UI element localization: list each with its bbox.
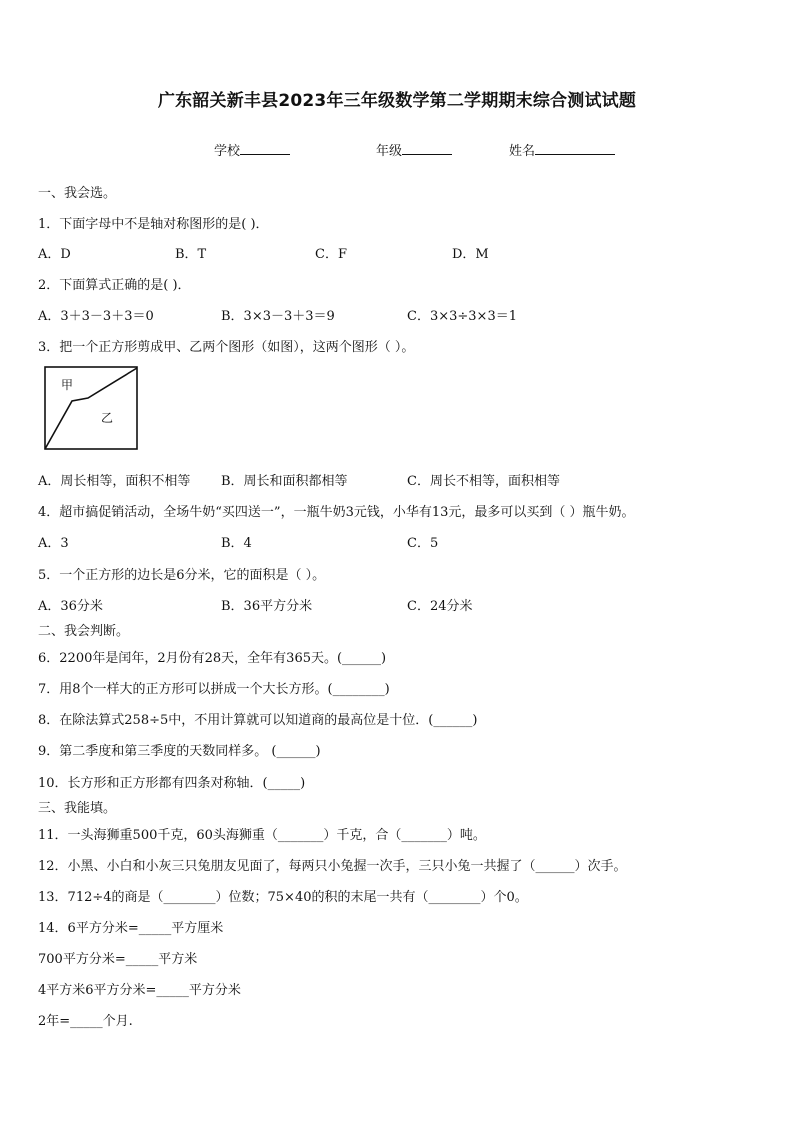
q3-option-a[interactable]: A．周长相等，面积不相等	[38, 474, 191, 489]
name-label: 姓名	[509, 144, 536, 159]
question-3: 3．把一个正方形剪成甲、乙两个图形（如图），这两个图形（ ）。	[38, 340, 415, 355]
page-title: 广东韶关新丰县2023年三年级数学第二学期期末综合测试试题	[157, 91, 637, 111]
figure-label-jia: 甲	[61, 378, 74, 392]
question-10: 10．长方形和正方形都有四条对称轴．(_____)	[38, 776, 306, 791]
question-7: 7．用8个一样大的正方形可以拼成一个大长方形。(________)	[38, 682, 390, 697]
question-1: 1．下面字母中不是轴对称图形的是( )．	[38, 217, 269, 232]
question-2: 2．下面算式正确的是( )．	[38, 278, 191, 293]
question-9: 9．第二季度和第三季度的天数同样多。 (______)	[38, 744, 321, 759]
name-field	[509, 140, 615, 159]
square-cut-figure	[44, 366, 138, 450]
question-14-part-2: 700平方分米=_____平方米	[38, 952, 198, 967]
q5-option-c[interactable]: C．24分米	[407, 599, 473, 614]
q1-option-c[interactable]: C．F	[315, 247, 347, 262]
q4-option-c[interactable]: C．5	[407, 536, 439, 551]
question-4: 4．超市搞促销活动，全场牛奶“买四送一”，一瓶牛奶3元钱，小华有13元，最多可以买到（ ）瓶牛奶。	[38, 505, 635, 520]
q5-option-a[interactable]: A．36分米	[38, 599, 103, 614]
section2-heading: 二、我会判断。	[38, 624, 130, 639]
question-13: 13．712÷4的商是（________）位数；75×40的积的末尾一共有（________）个0。	[38, 890, 528, 905]
q3-option-c[interactable]: C．周长不相等，面积相等	[407, 474, 560, 489]
grade-label: 年级	[376, 144, 403, 159]
q1-option-b[interactable]: B．T	[175, 247, 207, 262]
question-5: 5．一个正方形的边长是6分米，它的面积是（ ）。	[38, 568, 326, 583]
school-field	[214, 140, 290, 159]
figure-label-yi: 乙	[101, 411, 114, 425]
q2-option-a[interactable]: A．3＋3－3＋3＝0	[38, 309, 154, 324]
q2-option-c[interactable]: C．3×3÷3×3＝1	[407, 309, 517, 324]
question-14-part-4: 2年=_____个月.	[38, 1014, 133, 1029]
question-8: 8．在除法算式258÷5中，不用计算就可以知道商的最高位是十位．(______)	[38, 713, 478, 728]
q4-option-a[interactable]: A．3	[38, 536, 69, 551]
q2-option-b[interactable]: B．3×3－3＋3＝9	[221, 309, 335, 324]
question-6: 6．2200年是闰年，2月份有28天，全年有365天。(______)	[38, 651, 387, 666]
grade-blank[interactable]	[402, 141, 452, 155]
grade-field	[376, 140, 452, 159]
question-11: 11．一头海狮重500千克，60头海狮重（_______）千克，合（_______）吨。	[38, 828, 486, 843]
name-blank[interactable]	[535, 141, 615, 155]
question-14-part-3: 4平方米6平方分米=_____平方分米	[38, 983, 241, 998]
q1-option-a[interactable]: A．D	[38, 247, 71, 262]
q3-option-b[interactable]: B．周长和面积都相等	[221, 474, 348, 489]
question-14-part-1: 14．6平方分米=_____平方厘米	[38, 921, 224, 936]
q5-option-b[interactable]: B．36平方分米	[221, 599, 313, 614]
q4-option-b[interactable]: B．4	[221, 536, 252, 551]
school-label: 学校	[214, 144, 241, 159]
school-blank[interactable]	[240, 141, 290, 155]
section3-heading: 三、我能填。	[38, 801, 117, 816]
question-12: 12．小黑、小白和小灰三只兔朋友见面了，每两只小兔握一次手，三只小兔一共握了（______）次手。	[38, 859, 627, 874]
square-cut-svg	[44, 366, 138, 450]
section1-heading: 一、我会选。	[38, 186, 117, 201]
q1-option-d[interactable]: D．M	[452, 247, 489, 262]
